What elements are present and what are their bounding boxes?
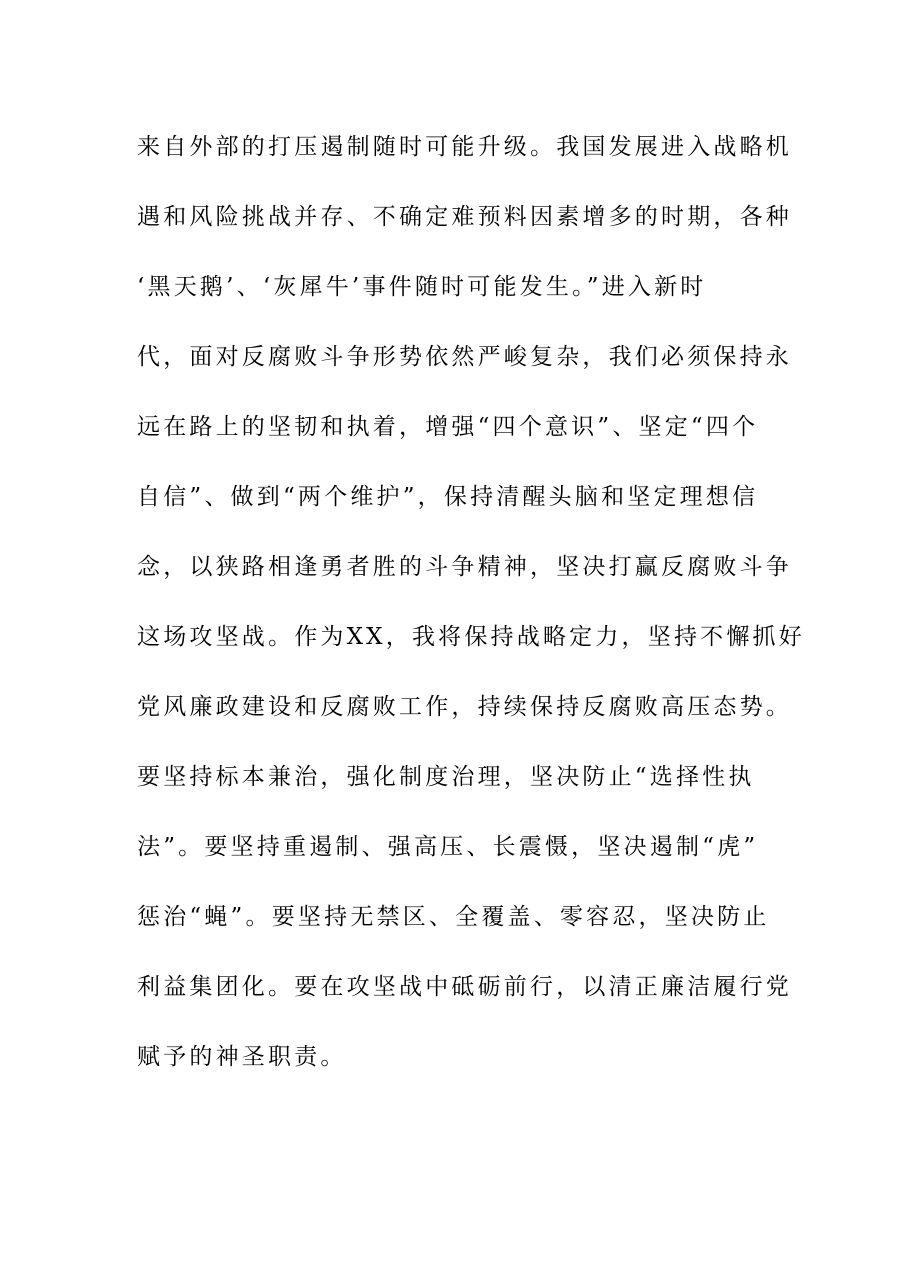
text-line-7: 念，以狭路相逢勇者胜的斗争精神，坚决打赢反腐败斗争 <box>137 554 792 580</box>
text-line-12: 惩治“蝇”。要坚持无禁区、全覆盖、零容忍，坚决防止 <box>137 904 770 930</box>
text-line-3: ‘黑天鹅’、‘灰犀牛’事件随时可能发生。”进入新时 <box>137 274 707 300</box>
text-line-5: 远在路上的坚韧和执着，增强“四个意识”、坚定“四个 <box>137 414 759 440</box>
text-line-9: 党风廉政建设和反腐败工作，持续保持反腐败高压态势。 <box>137 694 792 720</box>
text-line-6: 自信”、做到“两个维护”，保持清醒头脑和坚定理想信 <box>137 484 759 510</box>
text-line-13: 利益集团化。要在攻坚战中砥砺前行，以清正廉洁履行党 <box>137 974 792 1000</box>
text-line-2: 遇和风险挑战并存、不确定难预料因素增多的时期，各种 <box>137 204 792 230</box>
text-line-4: 代，面对反腐败斗争形势依然严峻复杂，我们必须保持永 <box>137 344 792 370</box>
text-line-8: 这场攻坚战。作为XX，我将保持战略定力，坚持不懈抓好 <box>137 624 805 650</box>
body-paragraph <box>137 120 805 1100</box>
text-line-11: 法”。要坚持重遏制、强高压、长震慑，坚决遏制“虎” <box>137 834 759 860</box>
text-line-1: 来自外部的打压遏制随时可能升级。我国发展进入战略机 <box>137 134 792 160</box>
text-line-14: 赋予的神圣职责。 <box>137 1044 347 1070</box>
text-line-10: 要坚持标本兼治，强化制度治理，坚决防止“选择性执 <box>137 764 755 790</box>
